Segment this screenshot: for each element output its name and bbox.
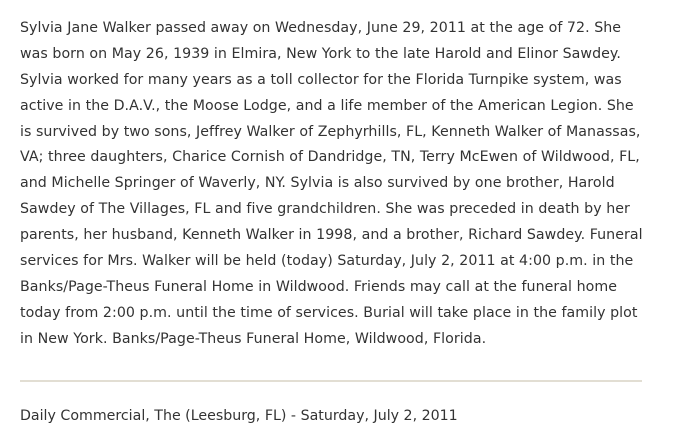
source-citation: Daily Commercial, The (Leesburg, FL) - Saturday, July 2, 2011 <box>20 408 458 424</box>
obituary-line: and Michelle Springer of Waverly, NY. Sylvia is also survived by one brother, Harold <box>20 175 615 192</box>
obituary-line: active in the D.A.V., the Moose Lodge, and a life member of the American Legion. She <box>20 97 634 114</box>
divider <box>20 380 642 382</box>
obituary-line: Sawdey of The Villages, FL and five grandchildren. She was preceded in death by her <box>20 201 630 218</box>
obituary-text <box>20 16 650 353</box>
obituary-line: in New York. Banks/Page-Theus Funeral Home, Wildwood, Florida. <box>20 330 487 347</box>
obituary-line: parents, her husband, Kenneth Walker in 1998, and a brother, Richard Sawdey. Funeral <box>20 227 643 244</box>
obituary-line: Sylvia worked for many years as a toll collector for the Florida Turnpike system, was <box>20 71 622 88</box>
obituary-line: VA; three daughters, Charice Cornish of Dandridge, TN, Terry McEwen of Wildwood, FL, <box>20 149 640 166</box>
obituary-line: services for Mrs. Walker will be held (today) Saturday, July 2, 2011 at 4:00 p.m. in the <box>20 253 634 270</box>
obituary-line: is survived by two sons, Jeffrey Walker of Zephyrhills, FL, Kenneth Walker of Manassas, <box>20 123 641 140</box>
obituary-line: Sylvia Jane Walker passed away on Wednesday, June 29, 2011 at the age of 72. She <box>20 20 622 36</box>
obituary-line: was born on May 26, 1939 in Elmira, New York to the late Harold and Elinor Sawdey. <box>20 45 621 62</box>
obituary-line: Banks/Page-Theus Funeral Home in Wildwood. Friends may call at the funeral home <box>20 278 618 295</box>
obituary-line: today from 2:00 p.m. until the time of services. Burial will take place in the family plot <box>20 304 638 321</box>
